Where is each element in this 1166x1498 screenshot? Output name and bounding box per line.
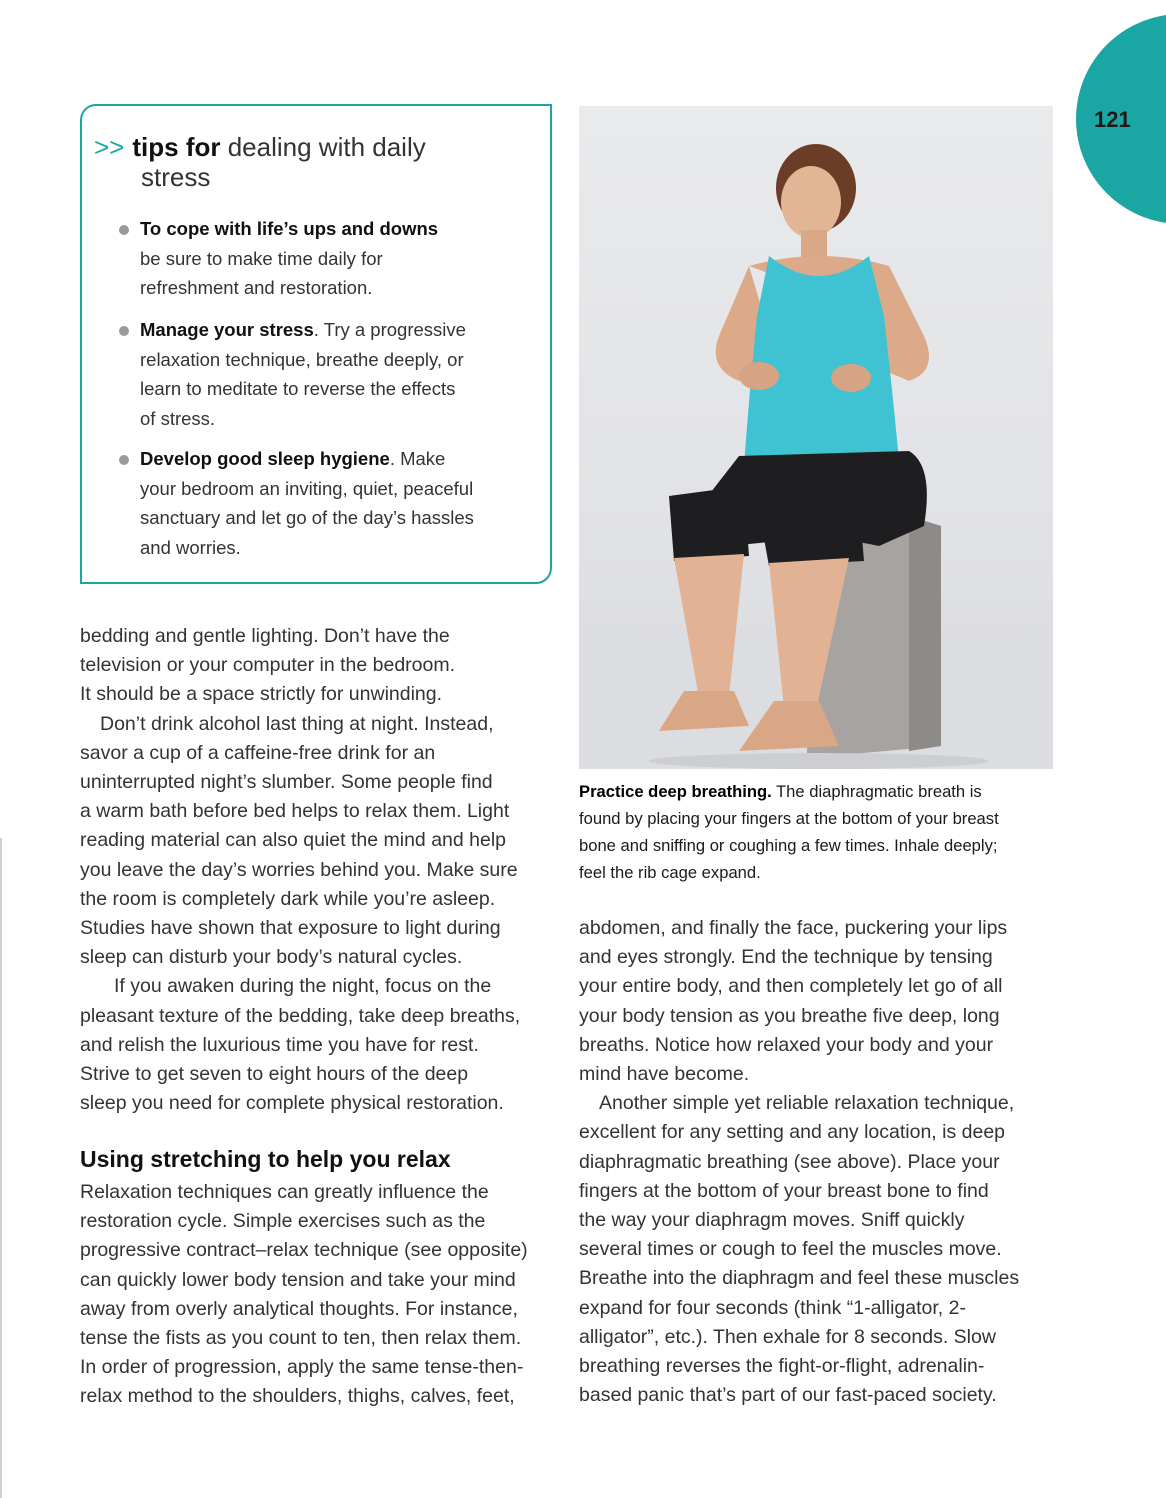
page-number: 121 (1094, 107, 1131, 132)
woman-seated-illustration (579, 106, 1053, 769)
bullet-icon (119, 326, 129, 336)
tip-line: of stress. (140, 407, 216, 429)
tip-line: refreshment and restoration. (140, 277, 373, 298)
tip-line: and worries. (140, 536, 241, 558)
tip-line: be sure to make time daily for (140, 247, 383, 269)
tip-bold: Develop good sleep hygiene (140, 448, 390, 469)
left-column-text (80, 622, 555, 1118)
tip-line: learn to meditate to reverse the effects (140, 378, 456, 399)
tip-bold: Manage your stress (140, 319, 314, 340)
page-edge-mark (0, 838, 2, 1498)
text-line: television or your computer in the bedroom. (80, 654, 456, 677)
text-line: diaphragmatic breathing (see above). Place your (579, 1150, 1000, 1173)
text-line: Another simple yet reliable relaxation technique, (599, 1092, 1015, 1115)
text-line: your body tension as you breathe five deep, long (579, 1004, 1000, 1027)
text-line: It should be a space strictly for unwinding. (80, 683, 443, 706)
text-line: Strive to get seven to eight hours of the deep (80, 1063, 469, 1086)
text-line: sleep can disturb your body’s natural cycles. (80, 946, 463, 969)
breathing-photo (579, 106, 1053, 769)
text-line: you leave the day’s worries behind you. Make sure (80, 858, 518, 881)
text-line: uninterrupted night’s slumber. Some people find (80, 771, 493, 794)
text-line: Relaxation techniques can greatly influence the (80, 1181, 489, 1203)
tip-item (140, 214, 510, 303)
caption-bold: Practice deep breathing. (579, 782, 772, 801)
text-line: Studies have shown that exposure to light during (80, 917, 501, 940)
tip-bold: To cope with life’s ups and downs (140, 218, 439, 239)
text-line: In order of progression, apply the same tense-then- (80, 1356, 524, 1379)
tips-heading-bold: tips for (132, 132, 221, 162)
text-line: and relish the luxurious time you have for rest. (80, 1033, 479, 1056)
text-line: the room is completely dark while you’re asleep. (80, 887, 496, 910)
caption-line: feel the rib cage expand. (579, 863, 761, 882)
text-line: progressive contract–relax technique (see opposite) (80, 1239, 528, 1262)
text-line: based panic that’s part of our fast-paced society. (579, 1384, 997, 1407)
section-text (80, 1178, 555, 1412)
text-line: a warm bath before bed helps to relax them. Light (80, 800, 510, 823)
double-arrow-icon: >> (94, 132, 125, 162)
text-line: your entire body, and then completely let go of all (579, 975, 1003, 998)
photo-caption (579, 778, 1059, 886)
tips-heading-line2: stress (141, 162, 211, 192)
tip-item (140, 444, 510, 562)
bullet-icon (119, 455, 129, 465)
text-line: breathing reverses the fight-or-flight, adrenalin- (579, 1355, 985, 1378)
tip-line: sanctuary and let go of the day’s hassles (140, 507, 474, 528)
caption-line: found by placing your fingers at the bottom of your breast (579, 809, 999, 828)
text-line: abdomen, and finally the face, puckering your lips (579, 917, 1008, 939)
tip-item (140, 315, 510, 433)
text-line: and eyes strongly. End the technique by tensing (579, 946, 993, 969)
tip-text: . Try a progressive (313, 319, 466, 340)
section-heading: Using stretching to help you relax (80, 1146, 451, 1172)
text-line: savor a cup of a caffeine-free drink for an (80, 741, 436, 764)
text-line: expand for four seconds (think “1-alligator, 2- (579, 1296, 966, 1319)
text-line: tense the fists as you count to ten, then relax them. (80, 1327, 522, 1350)
text-line: relax method to the shoulders, thighs, calves, feet, (80, 1385, 515, 1408)
tips-heading-rest: dealing with daily (227, 132, 426, 162)
text-line: the way your diaphragm moves. Sniff quickly (579, 1209, 965, 1232)
text-line: Breathe into the diaphragm and feel these muscles (579, 1267, 1020, 1290)
text-line: bedding and gentle lighting. Don’t have the (80, 625, 450, 647)
caption-line: bone and sniffing or coughing a few times. Inhale deeply; (579, 836, 998, 855)
text-line: away from overly analytical thoughts. For instance, (80, 1297, 518, 1320)
caption-line: The diaphragmatic breath is (771, 782, 982, 801)
text-line: fingers at the bottom of your breast bone to find (579, 1179, 989, 1202)
bullet-icon (119, 225, 129, 235)
tips-box (80, 104, 552, 584)
text-line: reading material can also quiet the mind and help (80, 829, 507, 852)
text-line: If you awaken during the night, focus on the (114, 975, 492, 998)
text-line: Don’t drink alcohol last thing at night. Instead, (100, 712, 494, 735)
text-line: several times or cough to feel the muscles move. (579, 1238, 1002, 1261)
text-line: excellent for any setting and any location, is deep (579, 1121, 1006, 1144)
text-line: can quickly lower body tension and take your mind (80, 1268, 516, 1291)
text-line: mind have become. (579, 1063, 750, 1086)
tip-line: relaxation technique, breathe deeply, or (140, 348, 464, 370)
text-line: sleep you need for complete physical restoration. (80, 1092, 504, 1115)
text-line: restoration cycle. Simple exercises such as the (80, 1210, 486, 1233)
tip-line: your bedroom an inviting, quiet, peaceful (140, 477, 474, 499)
text-line: breaths. Notice how relaxed your body and your (579, 1033, 994, 1056)
text-line: pleasant texture of the bedding, take deep breaths, (80, 1004, 521, 1027)
tips-heading (94, 132, 514, 192)
tip-text: . Make (389, 448, 446, 469)
right-column-text (579, 914, 1054, 1410)
text-line: alligator”, etc.). Then exhale for 8 seconds. Slow (579, 1325, 996, 1348)
